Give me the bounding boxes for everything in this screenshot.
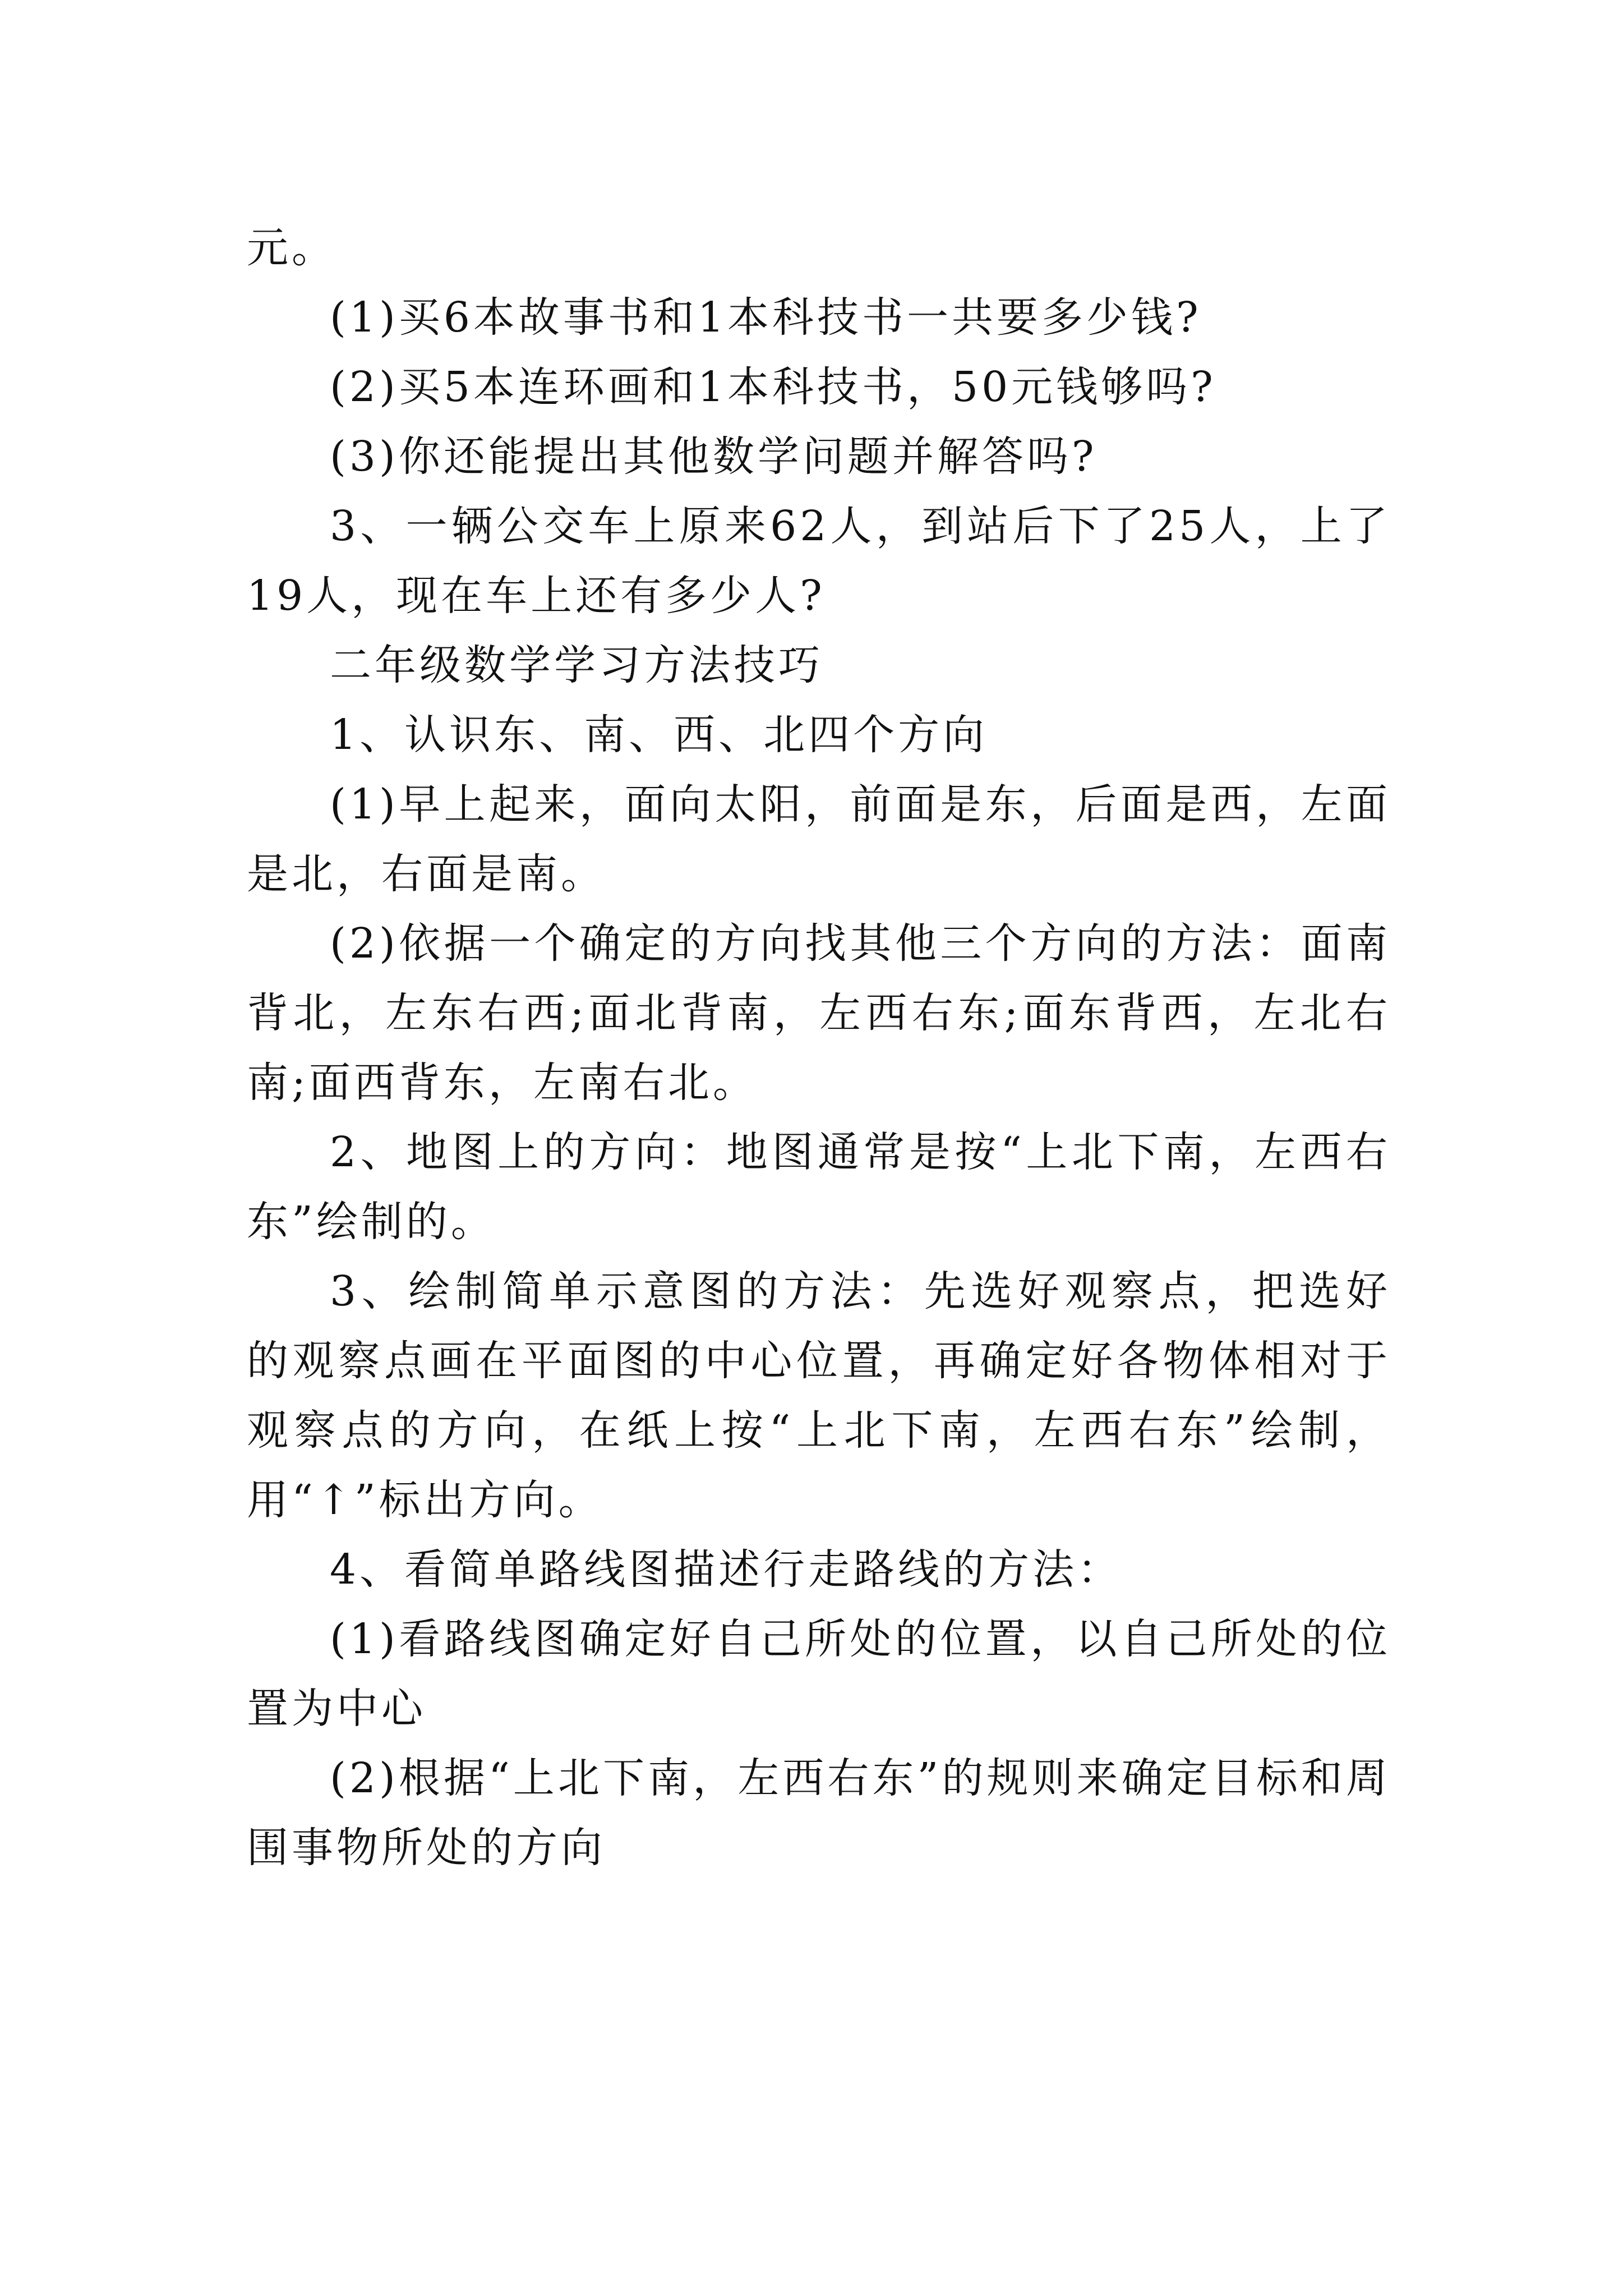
document-page — [247, 213, 1391, 1883]
tip-1-heading: 1、认识东、南、西、北四个方向 — [330, 711, 988, 759]
tip-3: 3、绘制简单示意图的方法：先选好观察点，把选好的观察点画在平面图的中心位置，再确定好各物体相对于观察点的方向，在纸上按“上北下南，左西右东”绘制，用“↑”标出方向。 — [247, 1267, 1391, 1524]
section-heading: 二年级数学学习方法技巧 — [330, 641, 823, 689]
question-item-3: (3)你还能提出其他数学问题并解答吗? — [330, 432, 1098, 481]
problem-3: 3、一辆公交车上原来62人，到站后下了25人，上了19人，现在车上还有多少人? — [247, 502, 1391, 620]
tip-4-heading: 4、看简单路线图描述行走路线的方法： — [330, 1545, 1123, 1594]
question-item-2: (2)买5本连环画和1本科技书，50元钱够吗? — [330, 363, 1216, 411]
question-item-1: (1)买6本故事书和1本科技书一共要多少钱? — [330, 293, 1202, 342]
tip-4-item-1: (1)看路线图确定好自己所处的位置，以自己所处的位置为中心 — [247, 1615, 1391, 1733]
tip-2: 2、地图上的方向：地图通常是按“上北下南，左西右东”绘制的。 — [247, 1128, 1391, 1246]
tip-1-item-1: (1)早上起来，面向太阳，前面是东，后面是西，左面是北，右面是南。 — [247, 780, 1391, 898]
tip-4-item-2: (2)根据“上北下南，左西右东”的规则来确定目标和周围事物所处的方向 — [247, 1754, 1391, 1872]
tip-1-item-2: (2)依据一个确定的方向找其他三个方向的方法：面南背北，左东右西;面北背南，左西右东;面东背西，左北右南;面西背东，左南右北。 — [247, 919, 1391, 1107]
paragraph-continuation: 元。 — [247, 224, 336, 272]
